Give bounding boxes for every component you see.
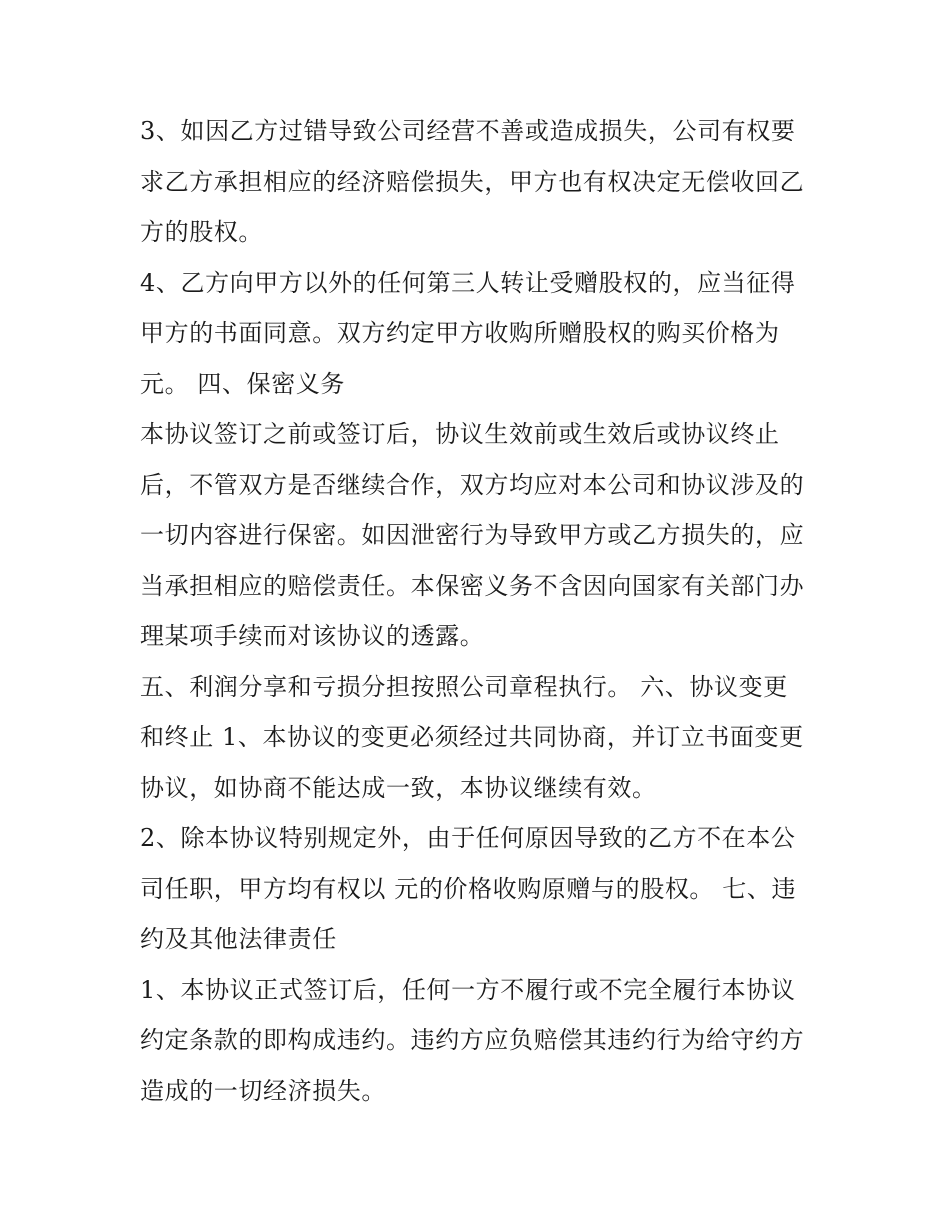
text-line: 五、利润分享和亏损分担按照公司章程执行。 六、协议变更 <box>140 672 788 701</box>
text-line: 造成的一切经济损失。 <box>140 1076 386 1105</box>
text-line: 1、本协议正式签订后，任何一方不履行或不完全履行本协议 <box>140 975 796 1004</box>
text-line: 甲方的书面同意。双方约定甲方收购所赠股权的购买价格为 <box>140 319 780 347</box>
text-line: 元。 四、保密义务 <box>140 369 346 398</box>
text-line: 理某项手续而对该协议的透露。 <box>140 622 485 650</box>
text-line: 4、乙方向甲方以外的任何第三人转让受赠股权的，应当征得 <box>140 268 796 297</box>
text-line: 3、如因乙方过错导致公司经营不善或造成损失，公司有权要 <box>140 117 796 145</box>
text-line: 协议，如协商不能达成一致，本协议继续有效。 <box>140 773 657 802</box>
text-line: 当承担相应的赔偿责任。本保密义务不含因向国家有关部门办 <box>140 571 805 600</box>
text-line: 求乙方承担相应的经济赔偿损失，甲方也有权决定无偿收回乙 <box>140 167 805 196</box>
text-line: 和终止 1、本协议的变更必须经过共同协商，并订立书面变更 <box>140 723 804 751</box>
text-line: 本协议签订之前或签订后，协议生效前或生效后或协议终止 <box>140 420 780 448</box>
text-line: 后，不管双方是否继续合作，双方均应对本公司和协议涉及的 <box>140 470 805 499</box>
text-line: 约及其他法律责任 <box>140 925 337 953</box>
text-line: 司任职，甲方均有权以 元的价格收购原赠与的股权。 七、违 <box>140 874 797 903</box>
text-line: 方的股权。 <box>140 218 263 246</box>
text-line: 2、除本协议特别规定外，由于任何原因导致的乙方不在本公 <box>140 824 796 852</box>
text-line: 约定条款的即构成违约。违约方应负赔偿其违约行为给守约方 <box>140 1026 805 1054</box>
document-body <box>140 106 820 1116</box>
text-line: 一切内容进行保密。如因泄密行为导致甲方或乙方损失的，应 <box>140 521 805 549</box>
